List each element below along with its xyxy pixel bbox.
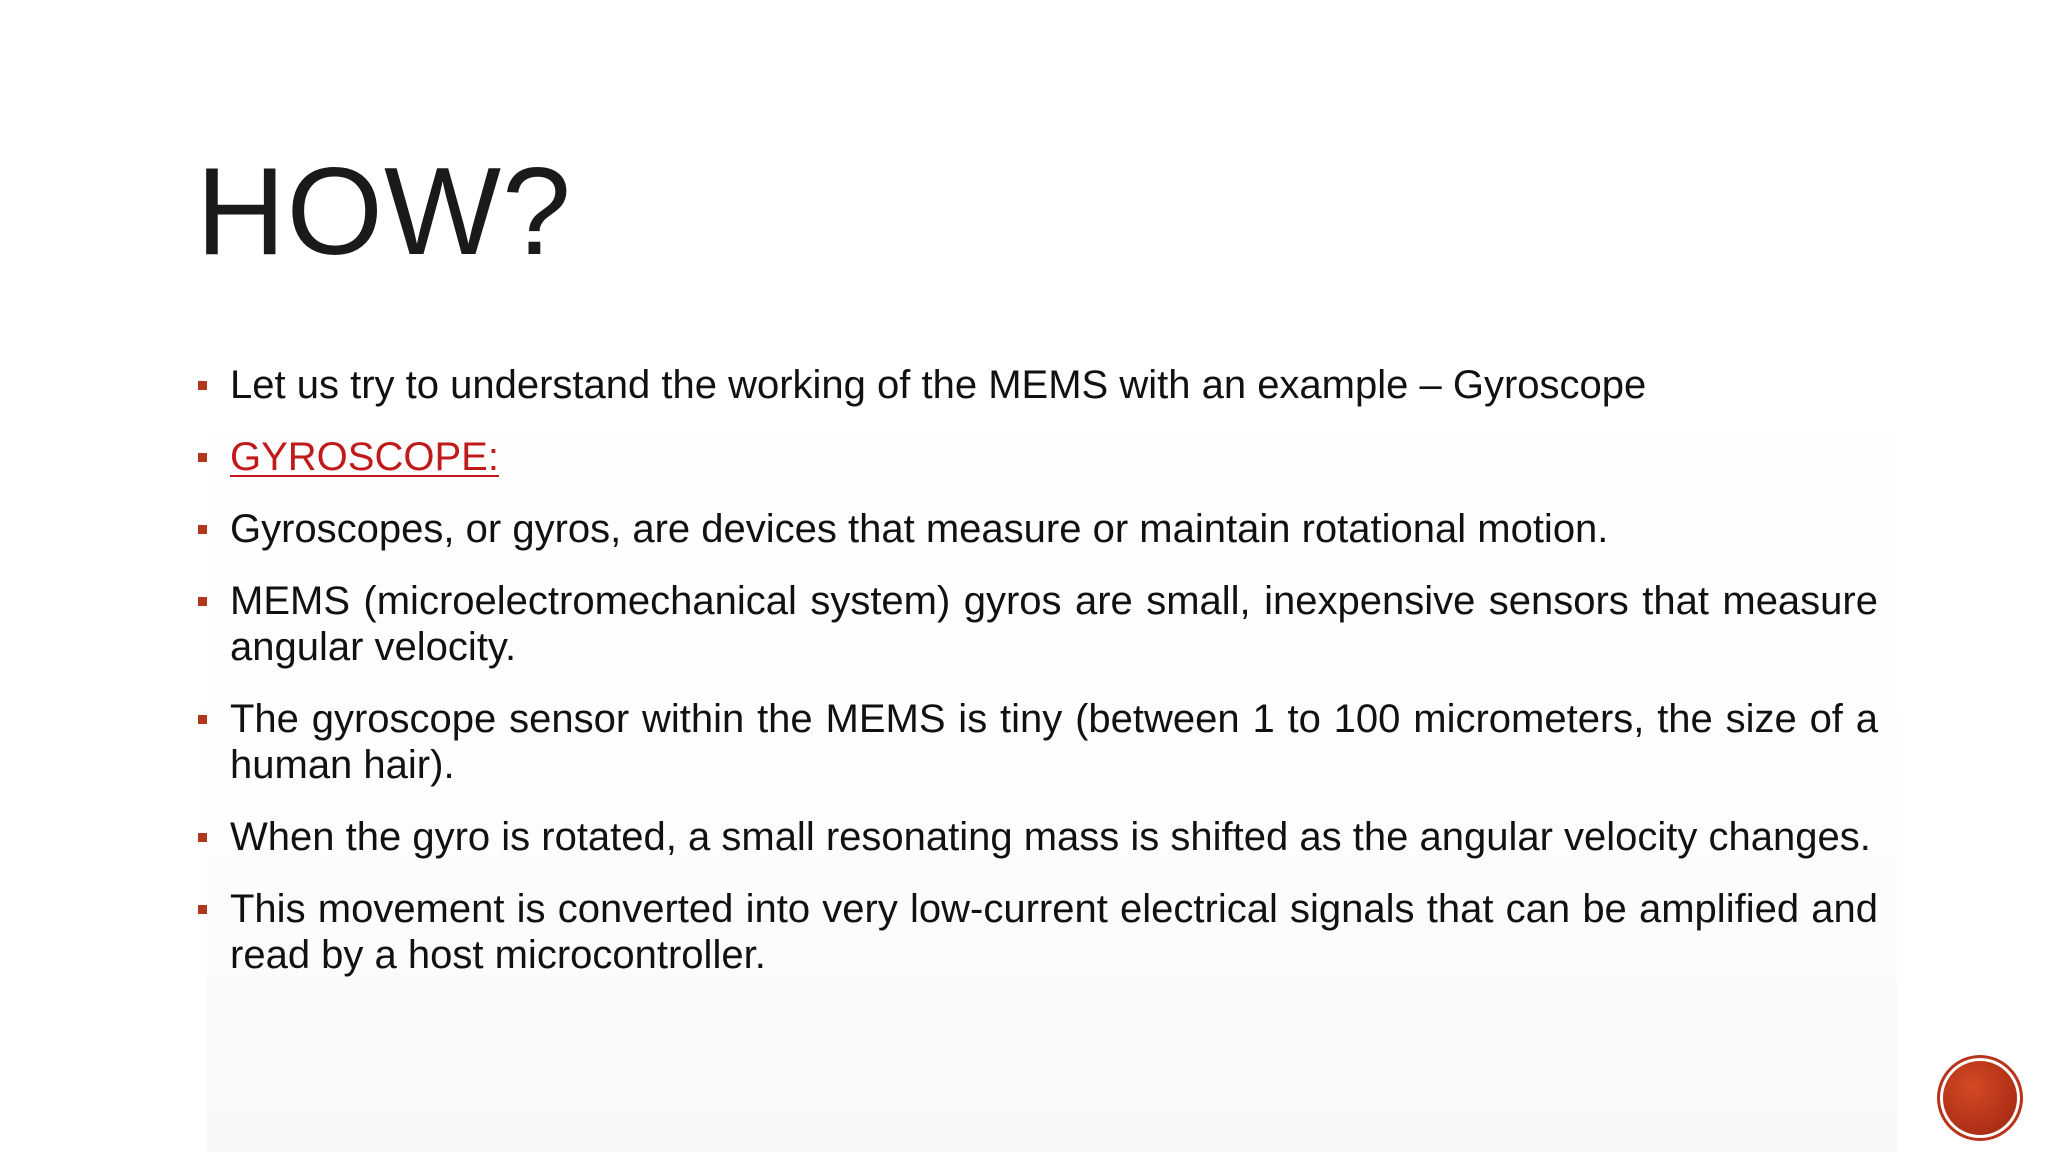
bullet-marker-icon [198, 715, 207, 724]
bullet-item [198, 434, 1878, 480]
bullet-item [198, 886, 1878, 978]
bullet-text: The gyroscope sensor within the MEMS is tiny (between 1 to 100 micrometers, the size of a human hair). [230, 697, 1878, 787]
bullet-text: MEMS (microelectromechanical system) gyros are small, inexpensive sensors that measure angular velocity. [230, 579, 1878, 669]
bullet-item [198, 814, 1878, 860]
bullet-marker-icon [198, 453, 207, 462]
bullet-list [198, 362, 1878, 978]
bullet-item [198, 696, 1878, 788]
bullet-item [198, 578, 1878, 670]
bullet-text: Gyroscopes, or gyros, are devices that measure or maintain rotational motion. [230, 507, 1609, 551]
bullet-text: Let us try to understand the working of the MEMS with an example – Gyroscope [230, 363, 1647, 407]
slide-title: HOW? [196, 143, 572, 281]
bullet-text: When the gyro is rotated, a small resonating mass is shifted as the angular velocity changes. [230, 815, 1871, 859]
bullet-item [198, 506, 1878, 552]
bullet-marker-icon [198, 381, 207, 390]
bullet-marker-icon [198, 525, 207, 534]
bullet-text: This movement is converted into very low-current electrical signals that can be amplified and read by a host microcontroller. [230, 887, 1878, 977]
bullet-marker-icon [198, 905, 207, 914]
bullet-item [198, 362, 1878, 408]
gyroscope-link[interactable]: GYROSCOPE: [230, 435, 499, 479]
circle-button-icon[interactable] [1943, 1061, 2017, 1135]
bullet-marker-icon [198, 597, 207, 606]
bullet-marker-icon [198, 833, 207, 842]
